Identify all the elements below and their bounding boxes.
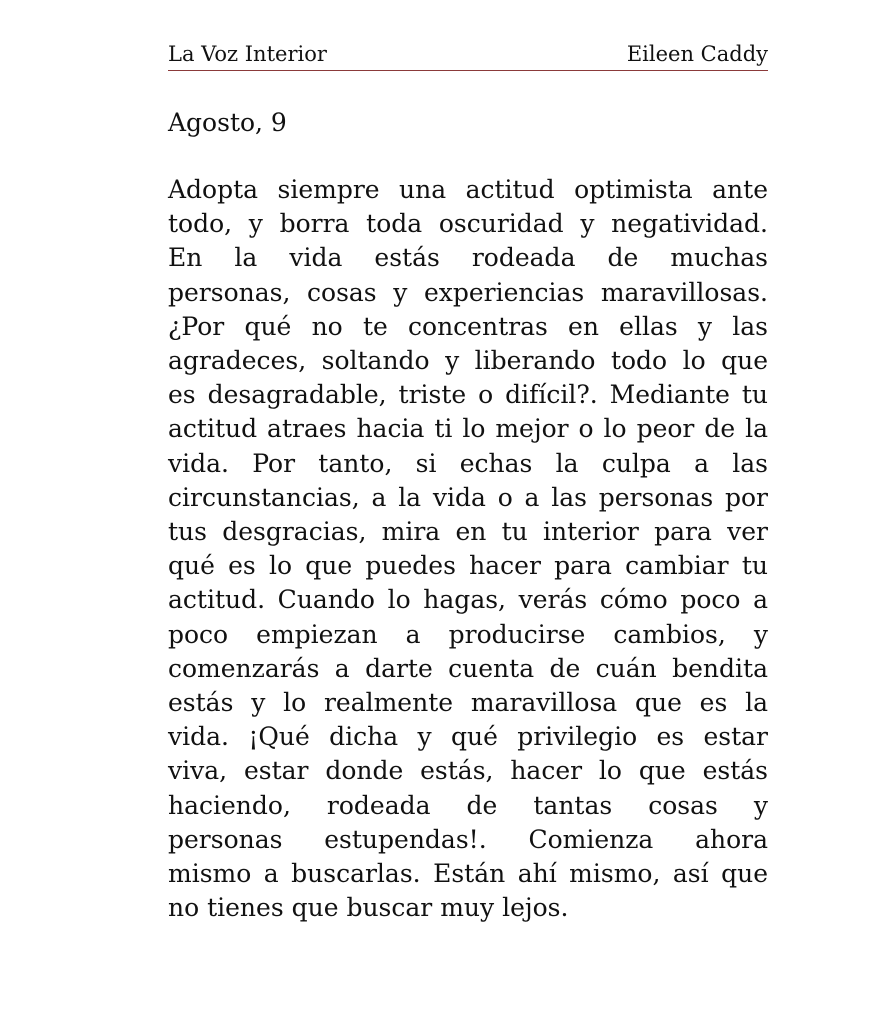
body-line: En la vida estás rodeada de muchas bbox=[168, 243, 768, 273]
body-line: personas, cosas y experiencias maravillosas. bbox=[168, 277, 768, 307]
body-line: viva, estar donde estás, hacer lo que estás bbox=[168, 756, 768, 786]
body-line: Adopta siempre una actitud optimista ante bbox=[168, 175, 768, 204]
body-line: todo, y borra toda oscuridad y negatividad. bbox=[168, 209, 768, 239]
entry-date: Agosto, 9 bbox=[168, 108, 287, 137]
body-line: actitud atraes hacia ti lo mejor o lo peor de la bbox=[168, 414, 768, 444]
body-line: vida. ¡Qué dicha y qué privilegio es estar bbox=[168, 722, 768, 752]
document-page bbox=[168, 40, 768, 925]
body-line: estás y lo realmente maravillosa que es la bbox=[168, 688, 768, 718]
body-line: ¿Por qué no te concentras en ellas y las bbox=[168, 311, 768, 341]
body-line: haciendo, rodeada de tantas cosas y bbox=[168, 790, 768, 820]
entry-body bbox=[168, 173, 768, 925]
body-line: comenzarás a darte cuenta de cuán bendita bbox=[168, 653, 768, 683]
body-line: poco empiezan a producirse cambios, y bbox=[168, 619, 768, 649]
body-line: personas estupendas!. Comienza ahora bbox=[168, 824, 768, 854]
body-line: circunstancias, a la vida o a las personas por bbox=[168, 482, 768, 512]
body-line: tus desgracias, mira en tu interior para ver bbox=[168, 517, 768, 547]
body-line: qué es lo que puedes hacer para cambiar tu bbox=[168, 551, 768, 581]
body-line: vida. Por tanto, si echas la culpa a las bbox=[168, 448, 768, 478]
book-title: La Voz Interior bbox=[168, 42, 327, 66]
body-line: no tienes que buscar muy lejos. bbox=[168, 893, 569, 923]
body-line: es desagradable, triste o difícil?. Mediante tu bbox=[168, 380, 768, 410]
body-line: mismo a buscarlas. Están ahí mismo, así que bbox=[168, 859, 768, 889]
author-name: Eileen Caddy bbox=[626, 42, 768, 66]
body-line: actitud. Cuando lo hagas, verás cómo poco a bbox=[168, 585, 768, 615]
body-line: agradeces, soltando y liberando todo lo que bbox=[168, 346, 768, 376]
running-header bbox=[168, 40, 768, 71]
